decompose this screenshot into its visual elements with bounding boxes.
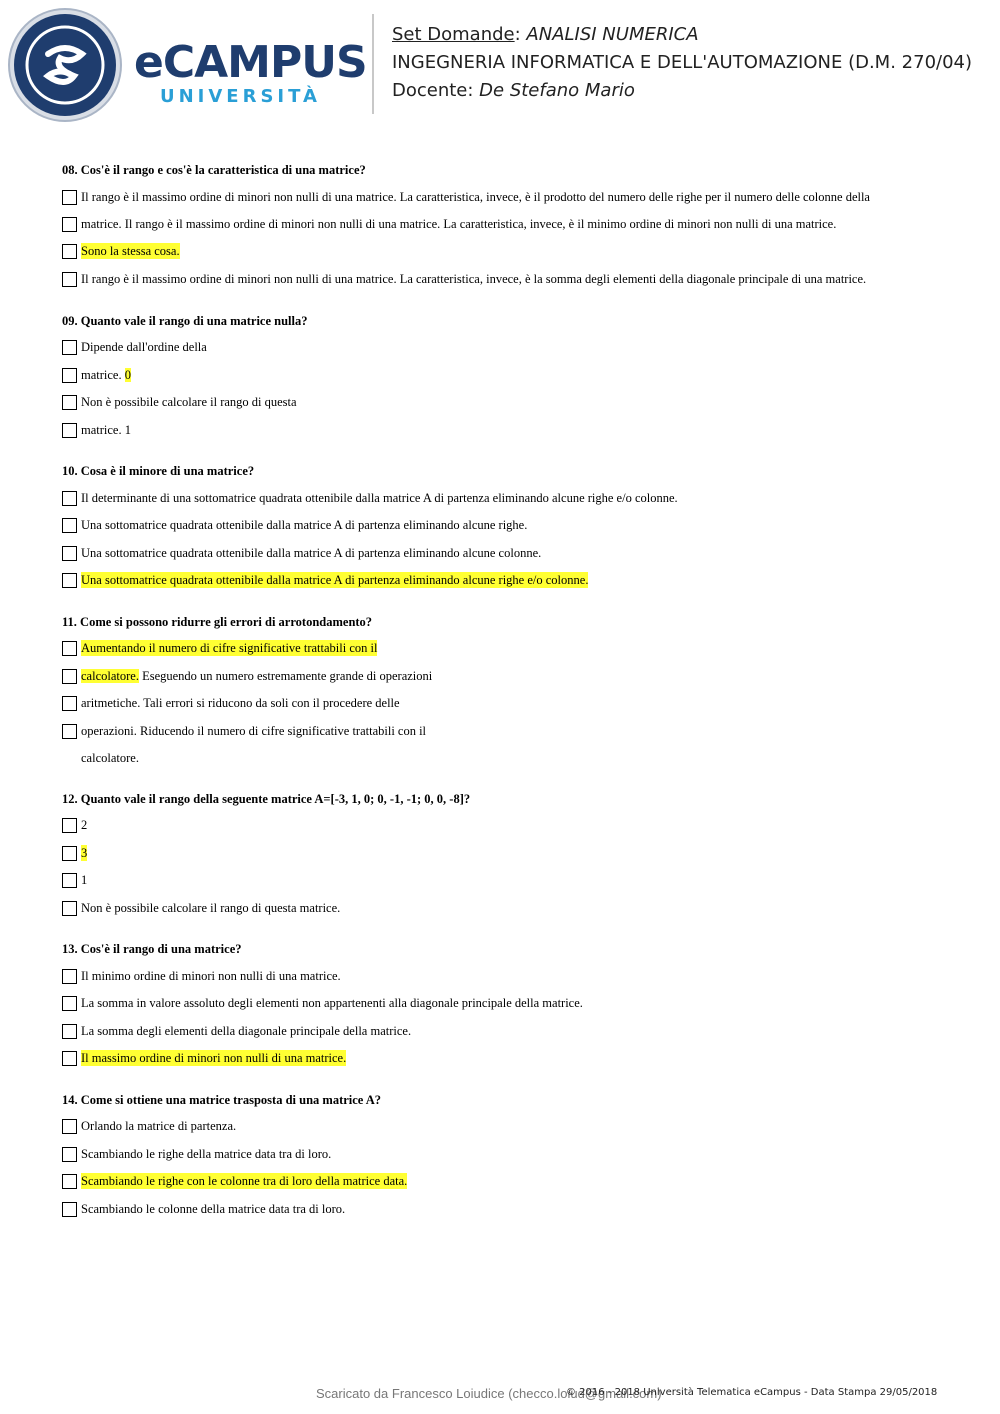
- checkbox[interactable]: [62, 244, 77, 259]
- option-text: Il rango è il massimo ordine di minori non nulli di una matrice. La caratteristica, invece, è il prodotto del numero delle righe per il numero delle colonne della: [81, 190, 870, 204]
- question-title: 08. Cos'è il rango e cos'è la caratteristica di una matrice?: [62, 163, 366, 177]
- set-domande-line: [392, 24, 699, 46]
- option-text: Dipende dall'ordine della: [81, 340, 207, 354]
- option-text: Il minimo ordine di minori non nulli di una matrice.: [81, 969, 341, 983]
- docente-value: De Stefano Mario: [479, 80, 635, 101]
- option-text-highlighted: 0: [124, 368, 131, 382]
- header-divider: [372, 14, 374, 114]
- checkbox[interactable]: [62, 1174, 77, 1189]
- checkbox[interactable]: [62, 217, 77, 232]
- set-separator: :: [514, 24, 527, 45]
- course-line: INGEGNERIA INFORMATICA E DELL'AUTOMAZIONE (D.M. 270/04): [392, 52, 973, 73]
- question-title: 13. Cos'è il rango di una matrice?: [62, 942, 242, 956]
- checkbox[interactable]: [62, 901, 77, 916]
- option-text-highlighted: Sono la stessa cosa.: [81, 244, 180, 258]
- option-text: Non è possibile calcolare il rango di questa matrice.: [81, 901, 341, 915]
- checkbox[interactable]: [62, 1119, 77, 1134]
- option-text: La somma in valore assoluto degli elementi non appartenenti alla diagonale principale della matrice.: [81, 996, 583, 1010]
- option-text: [81, 367, 131, 383]
- download-watermark: Scaricato da Francesco Loiudice (checco.loiud@gmail.com): [316, 1386, 662, 1401]
- copyright-footer: © 2016 - 2018 Università Telematica eCampus - Data Stampa 29/05/2018: [566, 1387, 938, 1398]
- checkbox[interactable]: [62, 340, 77, 355]
- option-text-highlighted: calcolatore.: [81, 669, 139, 683]
- option-text: aritmetiche. Tali errori si riducono da soli con il procedere delle: [81, 696, 400, 710]
- option-text: Il determinante di una sottomatrice quadrata ottenibile dalla matrice A di partenza eliminando alcune righe e/o colonne.: [81, 491, 678, 505]
- question-title: 12. Quanto vale il rango della seguente matrice A=[-3, 1, 0; 0, -1, -1; 0, 0, -8]?: [62, 792, 471, 806]
- checkbox[interactable]: [62, 395, 77, 410]
- checkbox[interactable]: [62, 573, 77, 588]
- set-value: ANALISI NUMERICA: [526, 24, 699, 45]
- checkbox[interactable]: [62, 423, 77, 438]
- page-header: [0, 0, 1000, 130]
- question-title: 11. Come si possono ridurre gli errori di arrotondamento?: [62, 615, 373, 629]
- option-text-highlighted: Il massimo ordine di minori non nulli di una matrice.: [81, 1051, 347, 1065]
- checkbox[interactable]: [62, 873, 77, 888]
- option-continuation-text: calcolatore.: [81, 751, 139, 765]
- option-text-highlighted: Scambiando le righe con le colonne tra di loro della matrice data.: [81, 1174, 408, 1188]
- option-text: Non è possibile calcolare il rango di questa: [81, 395, 297, 409]
- checkbox[interactable]: [62, 996, 77, 1011]
- option-text: 2: [81, 818, 88, 832]
- option-text: Scambiando le righe della matrice data tra di loro.: [81, 1147, 332, 1161]
- option-text: Il rango è il massimo ordine di minori non nulli di una matrice. La caratteristica, invece, è la somma degli elementi della diagonale principale di una matrice.: [81, 272, 867, 286]
- checkbox[interactable]: [62, 546, 77, 561]
- checkbox[interactable]: [62, 696, 77, 711]
- option-text: matrice. 1: [81, 423, 131, 437]
- option-text-highlighted: Una sottomatrice quadrata ottenibile dalla matrice A di partenza eliminando alcune righe e/o colonne.: [81, 573, 589, 587]
- checkbox[interactable]: [62, 846, 77, 861]
- docente-label: Docente:: [392, 80, 480, 101]
- question-title: 09. Quanto vale il rango di una matrice nulla?: [62, 314, 308, 328]
- checkbox[interactable]: [62, 368, 77, 383]
- docente-line: [392, 80, 635, 102]
- option-text: La somma degli elementi della diagonale principale della matrice.: [81, 1024, 412, 1038]
- option-text: Orlando la matrice di partenza.: [81, 1119, 237, 1133]
- option-text-part: matrice.: [81, 368, 125, 382]
- option-text-highlighted: 3: [81, 846, 88, 860]
- checkbox[interactable]: [62, 190, 77, 205]
- checkbox[interactable]: [62, 1202, 77, 1217]
- option-text: Scambiando le colonne della matrice data tra di loro.: [81, 1202, 346, 1216]
- ecampus-logo-icon: [14, 14, 116, 116]
- logo-subtitle: UNIVERSITÀ: [160, 86, 321, 107]
- checkbox[interactable]: [62, 1147, 77, 1162]
- checkbox[interactable]: [62, 272, 77, 287]
- logo-wordmark: eCAMPUS: [134, 37, 367, 88]
- checkbox[interactable]: [62, 818, 77, 833]
- option-text: [81, 668, 432, 684]
- checkbox[interactable]: [62, 724, 77, 739]
- checkbox[interactable]: [62, 969, 77, 984]
- option-text: operazioni. Riducendo il numero di cifre significative trattabili con il: [81, 724, 427, 738]
- checkbox[interactable]: [62, 641, 77, 656]
- option-text: 1: [81, 873, 88, 887]
- option-text: Una sottomatrice quadrata ottenibile dalla matrice A di partenza eliminando alcune colonne.: [81, 546, 542, 560]
- checkbox[interactable]: [62, 491, 77, 506]
- checkbox[interactable]: [62, 669, 77, 684]
- option-text-part: Eseguendo un numero estremamente grande di operazioni: [138, 669, 433, 683]
- option-text: matrice. Il rango è il massimo ordine di minori non nulli di una matrice. La caratteristica, invece, è il minimo ordine di minori non nulli di una matrice.: [81, 217, 837, 231]
- option-text-highlighted: Aumentando il numero di cifre significative trattabili con il: [81, 641, 378, 655]
- checkbox[interactable]: [62, 1051, 77, 1066]
- option-text: Una sottomatrice quadrata ottenibile dalla matrice A di partenza eliminando alcune righe.: [81, 518, 528, 532]
- checkbox[interactable]: [62, 518, 77, 533]
- checkbox[interactable]: [62, 1024, 77, 1039]
- question-title: 10. Cosa è il minore di una matrice?: [62, 464, 255, 478]
- set-label: Set Domande: [392, 24, 515, 45]
- question-title: 14. Come si ottiene una matrice trasposta di una matrice A?: [62, 1093, 382, 1107]
